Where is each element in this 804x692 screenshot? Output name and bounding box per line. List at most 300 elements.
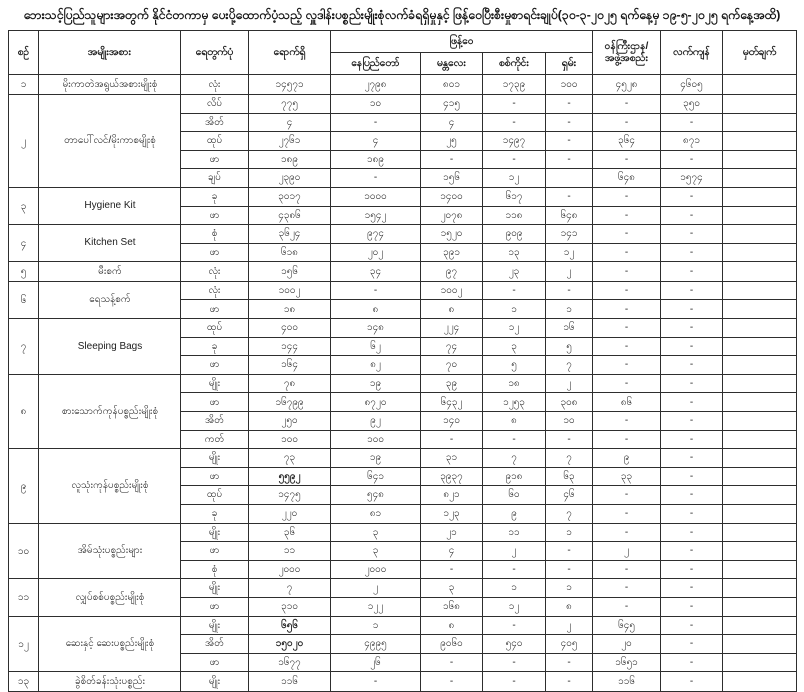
category-cell: မီးစက် (39, 262, 181, 282)
category-cell: လူသုံးကုန်ပစ္စည်းမျိုးစုံ (39, 449, 181, 523)
received-cell: ၁၆၇၉၉ (249, 393, 331, 412)
category-cell: မိုးကာတဲအရွယ်အစားမျိုးစုံ (39, 75, 181, 95)
dist-mandalay-cell: ၃၁ (421, 449, 483, 468)
remark-cell (723, 616, 797, 635)
ministry-org-cell: - (593, 412, 661, 431)
dist-mandalay-cell: ၁၄၀ (421, 412, 483, 431)
dist-shan-cell: ၇ (546, 449, 593, 468)
category-cell: ခွဲစိတ်ခန်းသုံးပစ္စည်း (39, 672, 181, 692)
ministry-org-cell: - (593, 597, 661, 616)
dist-sagaing-cell: ၈ (483, 412, 546, 431)
category-cell: Sleeping Bags (39, 319, 181, 375)
dist-sagaing-cell: ၁၂ (483, 597, 546, 616)
unit-cell: ထုပ် (181, 319, 249, 338)
col-header-shan: ရှမ်း (546, 53, 593, 75)
dist-sagaing-cell: ၁၃ (483, 243, 546, 262)
dist-naypyitaw-cell: ၁၀ (331, 94, 421, 113)
row-number-cell: ၉ (9, 449, 39, 523)
unit-cell: ဖာ (181, 393, 249, 412)
balance-cell: - (661, 449, 723, 468)
dist-sagaing-cell: - (483, 672, 546, 692)
row-number-cell: ၁၀ (9, 523, 39, 579)
ministry-org-cell: - (593, 187, 661, 206)
col-header-no: စဉ် (9, 31, 39, 75)
table-row (9, 579, 797, 598)
ministry-org-cell: ၂၀ (593, 635, 661, 654)
dist-naypyitaw-cell: ၁၉ (331, 449, 421, 468)
row-number-cell: ၇ (9, 319, 39, 375)
unit-cell: မျိုး (181, 523, 249, 542)
dist-naypyitaw-cell: ၈ (331, 300, 421, 319)
ministry-org-cell: - (593, 579, 661, 598)
remark-cell (723, 542, 797, 561)
balance-cell: - (661, 616, 723, 635)
ministry-org-cell: ၈၆ (593, 393, 661, 412)
dist-sagaing-cell: ၁၁၈ (483, 206, 546, 225)
received-cell: ၁၈၉ (249, 150, 331, 169)
unit-cell: ခု (181, 337, 249, 356)
table-header (9, 31, 797, 75)
dist-mandalay-cell: ၄ (421, 542, 483, 561)
dist-naypyitaw-cell: - (331, 672, 421, 692)
ministry-org-cell: - (593, 319, 661, 338)
balance-cell: - (661, 262, 723, 282)
row-number-cell: ၄ (9, 225, 39, 262)
remark-cell (723, 113, 797, 132)
balance-cell: ၈၇၁ (661, 132, 723, 151)
balance-cell: - (661, 374, 723, 393)
balance-cell: - (661, 505, 723, 524)
remark-cell (723, 319, 797, 338)
received-cell: ၃၁၀ (249, 597, 331, 616)
balance-cell: ၃၅၀ (661, 94, 723, 113)
dist-naypyitaw-cell: ၂ (331, 579, 421, 598)
page-title: ဘေးသင့်ပြည်သူများအတွက် နိုင်ငံတကာမှ ပေးပို့ထောက်ပံ့သည့် လှူဒါန်းပစ္စည်းမျိုးစုံလက်ခံရရှိမှုနှင့် ဖြန့်ဝေပြီးစီးမှုစာရင်းချုပ်(၃၀-၃-၂၀၂၅ ရက်နေ့မှ ၁၉-၅-၂၀၂၅ ရက်နေ့အထိ) (23, 8, 781, 22)
dist-naypyitaw-cell: ၃ (331, 523, 421, 542)
dist-mandalay-cell: ၄ (421, 113, 483, 132)
ministry-org-cell: - (593, 337, 661, 356)
remark-cell (723, 430, 797, 449)
unit-cell: ထုပ် (181, 132, 249, 151)
remark-cell (723, 653, 797, 672)
unit-cell: ဖာ (181, 356, 249, 375)
ministry-org-cell: - (593, 560, 661, 579)
balance-cell: - (661, 672, 723, 692)
dist-shan-cell: ၁ (546, 300, 593, 319)
dist-shan-cell: ၂ (546, 616, 593, 635)
dist-shan-cell: ၇ (546, 356, 593, 375)
ministry-org-cell: - (593, 150, 661, 169)
unit-cell: လုံး (181, 75, 249, 95)
dist-sagaing-cell: ၂ (483, 542, 546, 561)
dist-mandalay-cell: - (421, 672, 483, 692)
dist-sagaing-cell: ၁၂ (483, 169, 546, 188)
table-row (9, 262, 797, 282)
unit-cell: ဖာ (181, 653, 249, 672)
dist-naypyitaw-cell: - (331, 113, 421, 132)
remark-cell (723, 225, 797, 244)
unit-cell: မျိုး (181, 579, 249, 598)
dist-shan-cell: - (546, 430, 593, 449)
dist-naypyitaw-cell: ၁၈၉ (331, 150, 421, 169)
col-header-received: ရောက်ရှိ (249, 31, 331, 75)
received-cell: ၁၁၆ (249, 672, 331, 692)
dist-mandalay-cell: ၁၆၈ (421, 597, 483, 616)
dist-shan-cell: - (546, 542, 593, 561)
category-cell: အိမ်သုံးပစ္စည်းများ (39, 523, 181, 579)
balance-cell: - (661, 225, 723, 244)
dist-shan-cell: ၂ (546, 262, 593, 282)
col-header-sagaing: စစ်ကိုင်း (483, 53, 546, 75)
dist-mandalay-cell: - (421, 653, 483, 672)
table-row (9, 319, 797, 338)
dist-shan-cell: ၃၀၈ (546, 393, 593, 412)
header-row-1 (9, 31, 797, 53)
balance-cell: - (661, 300, 723, 319)
dist-shan-cell: ၆၃ (546, 467, 593, 486)
remark-cell (723, 523, 797, 542)
ministry-org-cell: - (593, 486, 661, 505)
dist-mandalay-cell: ၂၂၄ (421, 319, 483, 338)
received-cell: ၁၅၆ (249, 262, 331, 282)
dist-sagaing-cell: - (483, 113, 546, 132)
ministry-org-cell: ၁၆၅၁ (593, 653, 661, 672)
received-cell: ၃၆၂၄ (249, 225, 331, 244)
col-header-unit: ရေတွက်ပုံ (181, 31, 249, 75)
dist-shan-cell: ၁ (546, 579, 593, 598)
received-cell: ၁၅၀၂၀ (249, 635, 331, 654)
table-row (9, 449, 797, 468)
ministry-org-cell: - (593, 523, 661, 542)
dist-naypyitaw-cell: ၈၂ (331, 356, 421, 375)
ministry-org-cell: - (593, 281, 661, 300)
dist-naypyitaw-cell: ၉၇၄ (331, 225, 421, 244)
dist-sagaing-cell: - (483, 616, 546, 635)
received-cell: ၄ (249, 113, 331, 132)
balance-cell: ၄၆၀၅ (661, 75, 723, 95)
dist-shan-cell: ၁ (546, 523, 593, 542)
dist-naypyitaw-cell: ၁၄၈ (331, 319, 421, 338)
dist-shan-cell: ၈ (546, 597, 593, 616)
dist-mandalay-cell: ၃၉ (421, 374, 483, 393)
table-row (9, 672, 797, 692)
dist-sagaing-cell: - (483, 94, 546, 113)
table-row (9, 281, 797, 300)
ministry-org-cell: - (593, 430, 661, 449)
unit-cell: ဖာ (181, 467, 249, 486)
dist-naypyitaw-cell: ၄ (331, 132, 421, 151)
dist-mandalay-cell: ၇၀ (421, 356, 483, 375)
dist-mandalay-cell: ၈ (421, 616, 483, 635)
dist-naypyitaw-cell: ၈၁ (331, 505, 421, 524)
unit-cell: လုံး (181, 262, 249, 282)
dist-shan-cell: - (546, 653, 593, 672)
remark-cell (723, 206, 797, 225)
ministry-org-cell: - (593, 225, 661, 244)
dist-sagaing-cell: ၁၁ (483, 523, 546, 542)
received-cell: ၇၈ (249, 374, 331, 393)
dist-shan-cell: ၁၆ (546, 319, 593, 338)
remark-cell (723, 281, 797, 300)
dist-sagaing-cell: ၁၈ (483, 374, 546, 393)
remark-cell (723, 597, 797, 616)
row-number-cell: ၆ (9, 281, 39, 318)
dist-naypyitaw-cell: ၁၉ (331, 374, 421, 393)
dist-naypyitaw-cell: ၂၀၂ (331, 243, 421, 262)
row-number-cell: ၁၃ (9, 672, 39, 692)
dist-sagaing-cell: ၉၁၈ (483, 467, 546, 486)
received-cell: ၂၃၉၀ (249, 169, 331, 188)
dist-sagaing-cell: ၃ (483, 337, 546, 356)
balance-cell: - (661, 319, 723, 338)
unit-cell: လိပ် (181, 94, 249, 113)
balance-cell: - (661, 113, 723, 132)
remark-cell (723, 187, 797, 206)
remark-cell (723, 505, 797, 524)
ministry-org-cell: - (593, 113, 661, 132)
dist-naypyitaw-cell: ၃၄ (331, 262, 421, 282)
dist-shan-cell: - (546, 281, 593, 300)
dist-naypyitaw-cell: ၂၆ (331, 653, 421, 672)
balance-cell: - (661, 542, 723, 561)
remark-cell (723, 579, 797, 598)
dist-sagaing-cell: ၁၂၅၃ (483, 393, 546, 412)
ministry-org-cell: - (593, 243, 661, 262)
dist-shan-cell: - (546, 672, 593, 692)
row-number-cell: ၈ (9, 374, 39, 448)
table-row (9, 616, 797, 635)
ministry-org-cell: ၆၄၈ (593, 169, 661, 188)
dist-naypyitaw-cell: ၁ (331, 616, 421, 635)
row-number-cell: ၁ (9, 75, 39, 95)
dist-sagaing-cell: ၇ (483, 449, 546, 468)
dist-sagaing-cell: - (483, 281, 546, 300)
unit-cell: မျိုး (181, 374, 249, 393)
category-cell: Kitchen Set (39, 225, 181, 262)
dist-mandalay-cell: ၉၇ (421, 262, 483, 282)
unit-cell: ကတ် (181, 430, 249, 449)
dist-naypyitaw-cell: ၅၄၈ (331, 486, 421, 505)
ministry-org-cell: ၆၄၅ (593, 616, 661, 635)
dist-sagaing-cell: ၅၄၀ (483, 635, 546, 654)
balance-cell: - (661, 597, 723, 616)
remark-cell (723, 412, 797, 431)
received-cell: ၁၁ (249, 542, 331, 561)
received-cell: ၆၁၈ (249, 243, 331, 262)
dist-naypyitaw-cell: - (331, 281, 421, 300)
remark-cell (723, 94, 797, 113)
balance-cell: - (661, 337, 723, 356)
unit-cell: အိတ် (181, 412, 249, 431)
dist-sagaing-cell: - (483, 560, 546, 579)
unit-cell: ထုပ် (181, 486, 249, 505)
balance-cell: - (661, 150, 723, 169)
remark-cell (723, 243, 797, 262)
dist-shan-cell: - (546, 560, 593, 579)
dist-naypyitaw-cell: ၆၄၁ (331, 467, 421, 486)
balance-cell: - (661, 523, 723, 542)
received-cell: ၁၄၅၇၁ (249, 75, 331, 95)
ministry-org-cell: ၁၁၆ (593, 672, 661, 692)
ministry-org-cell: - (593, 94, 661, 113)
dist-shan-cell: ၁၀ (546, 412, 593, 431)
dist-shan-cell: - (546, 150, 593, 169)
remark-cell (723, 672, 797, 692)
dist-naypyitaw-cell: ၁၂၂ (331, 597, 421, 616)
dist-mandalay-cell: ၂၁ (421, 523, 483, 542)
unit-cell: လုံး (181, 281, 249, 300)
received-cell: ၃၆ (249, 523, 331, 542)
ministry-org-cell: - (593, 374, 661, 393)
remark-cell (723, 169, 797, 188)
dist-naypyitaw-cell: ၁၀၀ (331, 430, 421, 449)
table-body (9, 75, 797, 692)
relief-distribution-table (8, 30, 797, 692)
received-cell: ၇၇၅ (249, 94, 331, 113)
row-number-cell: ၁၁ (9, 579, 39, 616)
remark-cell (723, 132, 797, 151)
ministry-org-cell: - (593, 356, 661, 375)
balance-cell: - (661, 653, 723, 672)
dist-shan-cell: ၆၄၈ (546, 206, 593, 225)
dist-naypyitaw-cell: ၃ (331, 542, 421, 561)
category-cell: ဆေးနှင့် ဆေးပစ္စည်းမျိုးစုံ (39, 616, 181, 672)
dist-naypyitaw-cell: - (331, 169, 421, 188)
table-row (9, 225, 797, 244)
dist-mandalay-cell: ၁၅၆ (421, 169, 483, 188)
received-cell: ၆၅၆ (249, 616, 331, 635)
dist-sagaing-cell: ၅ (483, 356, 546, 375)
table-row (9, 374, 797, 393)
received-cell: ၇ (249, 579, 331, 598)
row-number-cell: ၁၂ (9, 616, 39, 672)
unit-cell: ခု (181, 187, 249, 206)
received-cell: ၂၅၀ (249, 412, 331, 431)
balance-cell: - (661, 206, 723, 225)
unit-cell: ဖာ (181, 597, 249, 616)
received-cell: ၁၆၇၇ (249, 653, 331, 672)
balance-cell: - (661, 281, 723, 300)
unit-cell: ဖာ (181, 243, 249, 262)
received-cell: ၂၀၀၀ (249, 560, 331, 579)
balance-cell: - (661, 579, 723, 598)
received-cell: ၁၈ (249, 300, 331, 319)
dist-mandalay-cell: ၃ (421, 579, 483, 598)
dist-mandalay-cell: ၇၄ (421, 337, 483, 356)
dist-sagaing-cell: ၁၂ (483, 319, 546, 338)
received-cell: ၇၃ (249, 449, 331, 468)
remark-cell (723, 560, 797, 579)
dist-shan-cell (546, 169, 593, 188)
balance-cell: - (661, 560, 723, 579)
unit-cell: စုံ (181, 560, 249, 579)
ministry-org-cell: ၉ (593, 449, 661, 468)
dist-mandalay-cell: ၁၄၀၀ (421, 187, 483, 206)
remark-cell (723, 75, 797, 95)
dist-sagaing-cell: - (483, 150, 546, 169)
dist-shan-cell: ၄၀၅ (546, 635, 593, 654)
remark-cell (723, 486, 797, 505)
dist-sagaing-cell: - (483, 653, 546, 672)
remark-cell (723, 449, 797, 468)
ministry-org-cell: ၃၆၄ (593, 132, 661, 151)
row-number-cell: ၅ (9, 262, 39, 282)
dist-shan-cell: - (546, 94, 593, 113)
dist-mandalay-cell: ၂၅ (421, 132, 483, 151)
balance-cell: ၁၅၇၄ (661, 169, 723, 188)
dist-sagaing-cell: ၁၇၃၉ (483, 75, 546, 95)
received-cell: ၁၀၀၂ (249, 281, 331, 300)
dist-mandalay-cell: ၂၀၇၈ (421, 206, 483, 225)
dist-mandalay-cell: ၁၂၃ (421, 505, 483, 524)
col-header-naypyitaw: နေပြည်တော် (331, 53, 421, 75)
remark-cell (723, 262, 797, 282)
dist-naypyitaw-cell: ၄၉၉၅ (331, 635, 421, 654)
unit-cell: မျိုး (181, 616, 249, 635)
remark-cell (723, 356, 797, 375)
dist-naypyitaw-cell: ၆၂ (331, 337, 421, 356)
dist-sagaing-cell: ၉၀၉ (483, 225, 546, 244)
unit-cell: မျိုး (181, 449, 249, 468)
received-cell: ၂၂၀ (249, 505, 331, 524)
col-header-category: အမျိုးအစား (39, 31, 181, 75)
ministry-org-cell: ၃၃ (593, 467, 661, 486)
dist-sagaing-cell: ၉ (483, 505, 546, 524)
dist-naypyitaw-cell: ၂၇၉၈ (331, 75, 421, 95)
dist-sagaing-cell: ၁၄၉၇ (483, 132, 546, 151)
dist-naypyitaw-cell: ၈၇၂၀ (331, 393, 421, 412)
received-cell: ၄၃၈၆ (249, 206, 331, 225)
ministry-org-cell: - (593, 300, 661, 319)
category-cell: လျှပ်စစ်ပစ္စည်းမျိုးစုံ (39, 579, 181, 616)
ministry-org-cell: ၄၅၂၈ (593, 75, 661, 95)
category-cell: တာပေါ်လင်/မိုးကာစမျိုးစုံ (39, 94, 181, 187)
received-cell: ၄၀၀ (249, 319, 331, 338)
category-cell: ရေသန့်စက် (39, 281, 181, 318)
row-number-cell: ၃ (9, 187, 39, 224)
unit-cell: အိတ် (181, 113, 249, 132)
dist-mandalay-cell: ၁၅၂၀ (421, 225, 483, 244)
remark-cell (723, 374, 797, 393)
remark-cell (723, 635, 797, 654)
balance-cell: - (661, 243, 723, 262)
category-cell: စားသောက်ကုန်ပစ္စည်းမျိုးစုံ (39, 374, 181, 448)
table-row (9, 523, 797, 542)
balance-cell: - (661, 356, 723, 375)
received-cell: ၂၇၆၁ (249, 132, 331, 151)
balance-cell: - (661, 412, 723, 431)
table-row (9, 187, 797, 206)
dist-mandalay-cell: ၁၀၀၂ (421, 281, 483, 300)
dist-shan-cell: ၅ (546, 337, 593, 356)
dist-shan-cell: ၁၀၀ (546, 75, 593, 95)
balance-cell: - (661, 467, 723, 486)
col-header-ministry: ဝန်ကြီးဌာန/ အဖွဲ့အစည်း (593, 31, 661, 75)
dist-mandalay-cell: ၉၀၆၀ (421, 635, 483, 654)
dist-shan-cell: ၂ (546, 374, 593, 393)
col-header-mandalay: မန္တလေး (421, 53, 483, 75)
received-cell: ၁၄၇၅ (249, 486, 331, 505)
balance-cell: - (661, 187, 723, 206)
dist-mandalay-cell: ၈၀၁ (421, 75, 483, 95)
dist-sagaing-cell: - (483, 430, 546, 449)
dist-mandalay-cell: ၆၄၃၂ (421, 393, 483, 412)
unit-cell: မျိုး (181, 672, 249, 692)
dist-mandalay-cell: - (421, 560, 483, 579)
dist-shan-cell: - (546, 132, 593, 151)
unit-cell: ဖာ (181, 206, 249, 225)
received-cell: ၅၅၉၂ (249, 467, 331, 486)
